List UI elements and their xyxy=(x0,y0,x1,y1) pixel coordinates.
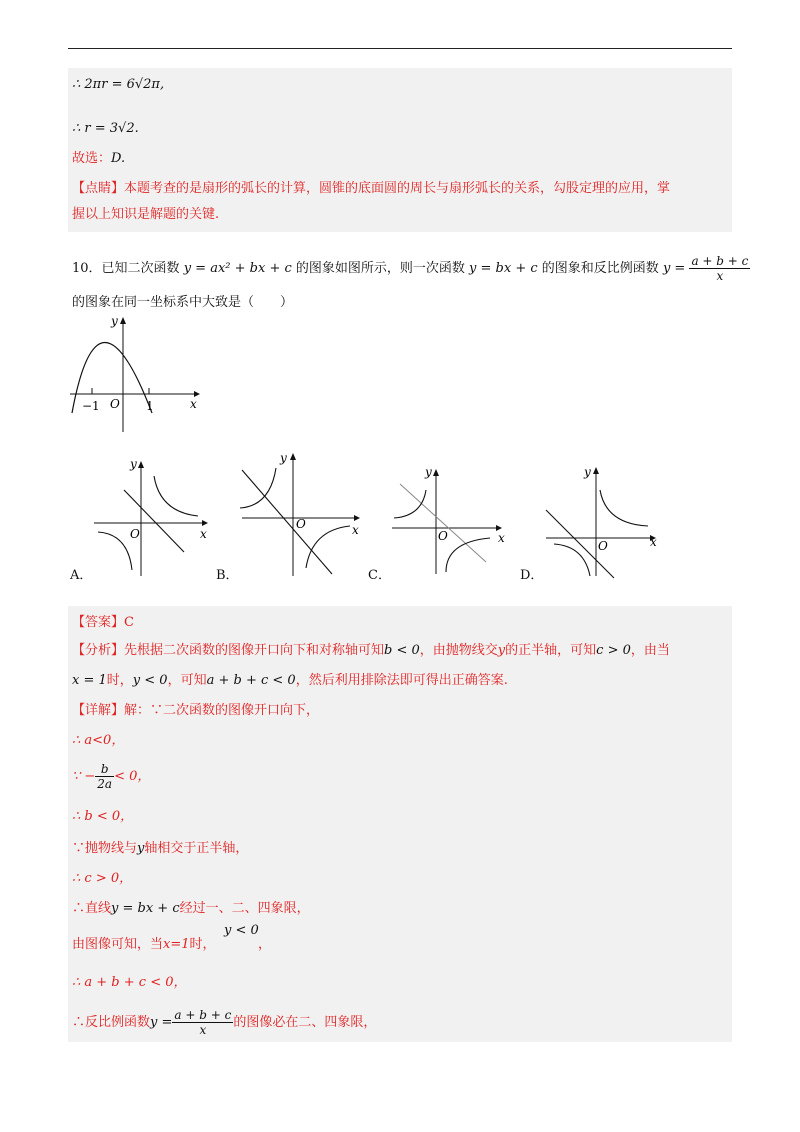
detail-line-5: ∴ c > 0， xyxy=(72,871,133,886)
analysis-text-4: ，由当 xyxy=(630,643,670,658)
option-c-hyperbola-1 xyxy=(394,490,426,518)
header-rule xyxy=(68,48,732,49)
func-quadratic: y = ax² + bx + c xyxy=(183,261,292,276)
analysis-text-3: 的正半轴，可知 xyxy=(505,643,597,658)
option-b-origin: O xyxy=(296,517,306,531)
detail-l4-a: ∵抛物线与 xyxy=(72,841,138,856)
tick-neg1-label: −1 xyxy=(82,399,100,413)
question-number: 10． xyxy=(72,261,102,276)
detail-l7-b: 时， xyxy=(189,937,216,952)
answer-line xyxy=(72,614,134,632)
origin-label: O xyxy=(110,397,120,411)
choice-value: D. xyxy=(111,151,126,166)
func-inverse-lhs: y = xyxy=(662,261,686,276)
func-inverse-num: a + b + c xyxy=(691,254,749,268)
analysis-y-lt-0: y < 0 xyxy=(132,673,168,688)
comment-line-1 xyxy=(72,180,670,198)
option-b-x-label: x xyxy=(352,523,359,537)
comment-text-1: 本题考查的是扇形的弧长的计算，圆锥的底面圆的周长与扇形弧长的关系，勾股定理的应用，掌 xyxy=(124,181,671,196)
detail-l9-num: a + b + c xyxy=(174,1008,232,1022)
option-d-origin: O xyxy=(598,539,608,553)
analysis-line-1 xyxy=(72,642,670,660)
option-b-hyperbola-2 xyxy=(306,526,350,568)
solution-line-1: ∴ 2πr = 6√2π, xyxy=(72,77,165,92)
analysis-line-2 xyxy=(72,672,508,690)
detail-l6-func: y = bx + c xyxy=(111,901,180,916)
solution-line-2: ∴ r = 3√2. xyxy=(72,121,139,136)
detail-l9-a: ∴反比例函数 xyxy=(72,1015,151,1030)
option-c-x-label: x xyxy=(498,531,505,545)
option-b-y-label: y xyxy=(280,451,287,465)
option-c-label[interactable]: C． xyxy=(368,568,391,583)
question-text-b: 的图象如图所示，则一次函数 xyxy=(295,261,465,276)
detail-l2-num: b xyxy=(95,762,114,777)
detail-line-3: ∴ b < 0， xyxy=(72,809,134,824)
detail-l6-a: ∴直线 xyxy=(72,901,112,916)
question-text-a: 已知二次函数 xyxy=(101,261,180,276)
option-b-graph xyxy=(236,448,366,580)
analysis-x-eq-1: x = 1 xyxy=(72,673,107,688)
option-a-hyperbola-1 xyxy=(154,476,198,516)
y-axis-arrow xyxy=(120,317,126,324)
detail-l9-lhs: y = xyxy=(150,1015,173,1030)
option-c-origin: O xyxy=(438,529,448,543)
detail-line-8: ∴ a + b + c < 0， xyxy=(72,975,187,990)
option-a-x-label: x xyxy=(200,527,207,541)
detail-line-1: ∴ a<0， xyxy=(72,733,125,748)
detail-l7-a: 由图像可知，当 xyxy=(72,937,164,952)
func-linear: y = bx + c xyxy=(469,261,538,276)
analysis-sum-lt-0: a + b + c < 0 xyxy=(206,673,296,688)
option-c-hyperbola-2 xyxy=(446,538,490,572)
option-a-graph xyxy=(88,452,214,580)
analysis-cond-2: c > 0 xyxy=(596,643,631,658)
option-a-hyperbola-2 xyxy=(98,532,132,570)
question-line-2: 的图象在同一坐标系中大致是（ ） xyxy=(72,295,294,310)
answer-tag: 【答案】 xyxy=(72,615,125,630)
option-d-graph xyxy=(540,460,666,580)
detail-intro-line xyxy=(72,702,319,720)
detail-l7-var: x=1 xyxy=(163,937,190,952)
option-c-graph xyxy=(386,462,512,578)
option-d-hyperbola-1 xyxy=(600,490,648,526)
detail-line-2 xyxy=(72,762,150,791)
option-d-label[interactable]: D． xyxy=(520,568,544,583)
func-inverse-fraction xyxy=(689,254,750,283)
detail-l2-fraction xyxy=(95,762,114,791)
choice-line xyxy=(72,150,125,168)
detail-l2-prefix: ∵ − xyxy=(72,769,96,784)
answer-value: C xyxy=(124,615,134,630)
option-a-origin: O xyxy=(130,527,140,541)
detail-tag: 【详解】 xyxy=(72,703,125,718)
detail-intro: 解：∵二次函数的图像开口向下， xyxy=(124,703,320,718)
analysis-text-2: ，由抛物线交 xyxy=(419,643,498,658)
analysis-conclusion: ，然后利用排除法即可得出正确答案. xyxy=(295,673,508,688)
analysis-text-1: 先根据二次函数的图像开口向下和对称轴可知 xyxy=(124,643,385,658)
question-text-c: 的图象和反比例函数 xyxy=(541,261,659,276)
detail-l7-cond: y < 0 xyxy=(224,923,259,938)
detail-l9-den: x xyxy=(199,1023,207,1037)
detail-l9-fraction xyxy=(172,1008,233,1037)
analysis-tag: 【分析】 xyxy=(72,643,125,658)
analysis-cond-1: b < 0 xyxy=(384,643,420,658)
tick-pos1-label: 1 xyxy=(146,399,154,413)
option-c-y-label: y xyxy=(425,465,432,479)
option-a-y-label: y xyxy=(130,457,137,471)
option-a-label[interactable]: A． xyxy=(70,568,93,583)
option-b-label[interactable]: B． xyxy=(216,568,239,583)
choice-prefix: 故选： xyxy=(72,151,112,166)
y-axis-label: y xyxy=(111,314,118,328)
detail-line-7 xyxy=(72,936,216,954)
detail-l7-comma: ， xyxy=(258,937,272,952)
x-axis-label: x xyxy=(190,397,197,411)
detail-l2-suffix: < 0， xyxy=(114,769,151,784)
comment-line-2: 握以上知识是解题的关键. xyxy=(72,207,220,222)
analysis-when: 时， xyxy=(106,673,133,688)
detail-l4-var: y xyxy=(137,841,145,856)
detail-l2-den: 2a xyxy=(97,777,113,791)
analysis-var-y: y xyxy=(497,643,506,658)
analysis-know: ，可知 xyxy=(167,673,207,688)
detail-l4-b: 轴相交于正半轴， xyxy=(144,841,249,856)
detail-line-9 xyxy=(72,1008,376,1037)
detail-line-6 xyxy=(72,900,310,918)
option-b-line xyxy=(242,470,332,574)
detail-l6-b: 经过一、二、四象限， xyxy=(179,901,310,916)
option-d-y-label: y xyxy=(584,465,591,479)
comment-tag: 【点睛】 xyxy=(72,181,125,196)
option-a-line xyxy=(124,490,184,552)
option-d-x-label: x xyxy=(650,535,657,549)
detail-line-4 xyxy=(72,840,248,858)
option-c-line xyxy=(400,484,486,562)
func-inverse-den: x xyxy=(716,269,724,283)
parabola-graph xyxy=(66,312,206,436)
question-line-1 xyxy=(72,254,750,283)
detail-l9-b: 的图像必在二、四象限， xyxy=(233,1015,377,1030)
